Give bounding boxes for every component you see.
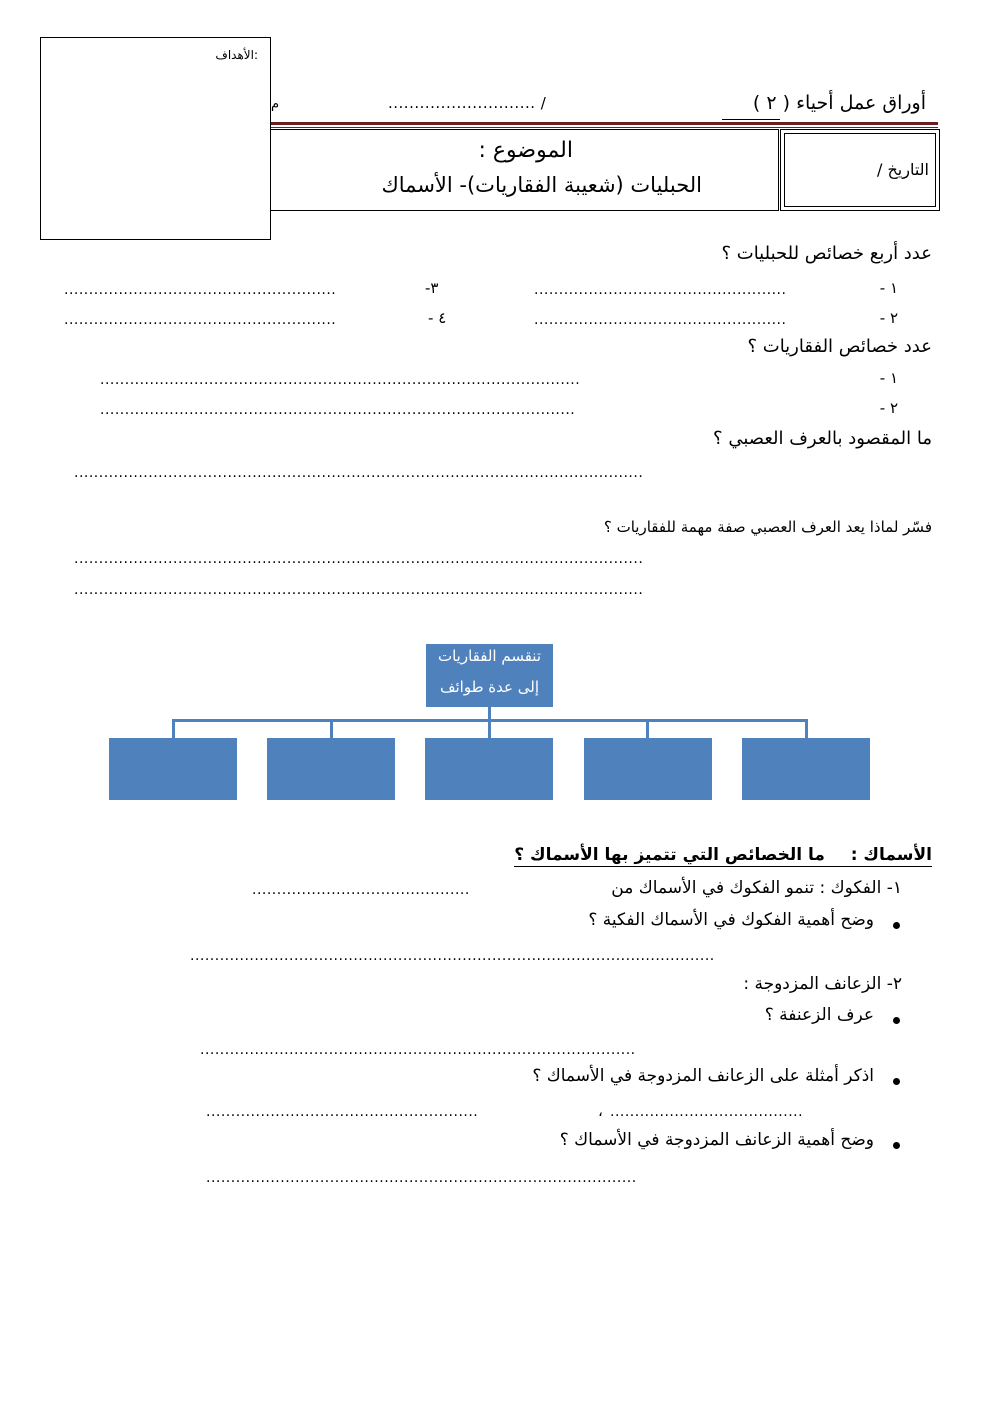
q4-answer-dots-2: ................................................................................................................... bbox=[74, 582, 644, 598]
chart-drop-line bbox=[488, 719, 491, 738]
bullet-icon bbox=[893, 1078, 900, 1085]
q3-question: ما المقصود بالعرف العصبي ؟ bbox=[713, 428, 932, 449]
bullet-icon bbox=[893, 1017, 900, 1024]
chart-class-box[interactable] bbox=[109, 738, 237, 800]
q4-answer-dots-1: ................................................................................................................... bbox=[74, 551, 644, 567]
header-table bbox=[270, 129, 942, 211]
bullet-icon bbox=[893, 922, 900, 929]
q2-item-1-dots: ................................................................................................. bbox=[100, 372, 581, 388]
chart-drop-line bbox=[646, 719, 649, 738]
fish-fins-define-dots: ........................................................................................ bbox=[200, 1042, 636, 1058]
fish-fins-examples-dots-2: ....................................................... bbox=[206, 1104, 479, 1120]
chart-class-box[interactable] bbox=[742, 738, 870, 800]
q2-item-2-dots: ................................................................................................ bbox=[100, 402, 576, 418]
fish-jaws-dots: ............................................ bbox=[252, 882, 470, 898]
q2-question: عدد خصائص الفقاريات ؟ bbox=[747, 336, 932, 357]
topic-label: الموضوع : bbox=[478, 138, 573, 163]
q1-question: عدد أربع خصائص للحبليات ؟ bbox=[721, 243, 932, 264]
fish-fins-item: ٢- الزعانف المزدوجة : bbox=[743, 974, 902, 994]
name-initial: م bbox=[271, 97, 280, 112]
q1-item-4-dots: ....................................................... bbox=[64, 312, 337, 328]
topic-value: الحبليات (شعيبة الفقاريات)- الأسماك bbox=[381, 173, 702, 197]
fish-heading-question: ما الخصائص التي تتميز بها الأسماك ؟ bbox=[514, 845, 825, 865]
title-underline bbox=[722, 119, 780, 120]
chart-drop-line bbox=[330, 719, 333, 738]
header-rule-thin bbox=[270, 127, 938, 128]
header-rule-thick bbox=[270, 122, 938, 125]
fish-heading-label: الأسماك : bbox=[850, 845, 932, 865]
q2-item-2-num: ٢ - bbox=[879, 399, 898, 417]
date-cell bbox=[780, 129, 940, 211]
fish-fins-importance: وضح أهمية الزعانف المزدوجة في الأسماك ؟ bbox=[559, 1130, 874, 1150]
q1-item-3-dots: ....................................................... bbox=[64, 282, 337, 298]
chart-root-box bbox=[426, 644, 553, 707]
worksheet-title: أوراق عمل أحياء ( ٢ ) bbox=[752, 92, 926, 114]
chart-class-box[interactable] bbox=[425, 738, 553, 800]
fish-fins-importance-dots: ....................................................................................... bbox=[206, 1170, 637, 1186]
fish-jaws-bullet: وضح أهمية الفكوك في الأسماك الفكية ؟ bbox=[588, 910, 874, 930]
q1-item-3-num: ٣- bbox=[425, 279, 439, 297]
topic-cell bbox=[270, 129, 779, 211]
goals-box bbox=[40, 37, 271, 240]
fish-fins-examples-dots-1: ....................................... bbox=[610, 1104, 804, 1120]
fish-jaws-answer-dots: .......................................................................................................... bbox=[190, 948, 715, 964]
chart-root-line-2: إلى عدة طوائف bbox=[439, 678, 540, 696]
bullet-icon bbox=[893, 1142, 900, 1149]
goals-label: الأهداف: bbox=[215, 48, 258, 62]
q1-item-2-dots: ................................................... bbox=[534, 312, 787, 328]
name-dots: ............................ / bbox=[388, 94, 547, 112]
q4-question: فسّر لماذا يعد العرف العصبي صفة مهمة للفقاريات ؟ bbox=[603, 518, 932, 536]
chart-root-line-1: تنقسم الفقاريات bbox=[437, 647, 541, 665]
fish-jaws-item: ١- الفكوك : تنمو الفكوك في الأسماك من bbox=[611, 878, 902, 898]
q2-item-1-num: ١ - bbox=[879, 369, 898, 387]
fish-fins-examples: اذكر أمثلة على الزعانف المزدوجة في الأسماك ؟ bbox=[532, 1066, 874, 1086]
date-label: التاريخ / bbox=[876, 160, 929, 179]
q3-answer-dots: ................................................................................................................... bbox=[74, 465, 644, 481]
chart-drop-line bbox=[805, 719, 808, 738]
chart-drop-line bbox=[172, 719, 175, 738]
q1-item-1-dots: ................................................... bbox=[534, 282, 787, 298]
fish-heading bbox=[514, 845, 932, 867]
fish-fins-define: عرف الزعنفة ؟ bbox=[764, 1005, 874, 1025]
q1-item-1-num: ١ - bbox=[879, 279, 898, 297]
chart-class-box[interactable] bbox=[584, 738, 712, 800]
q1-item-4-num: ٤ - bbox=[428, 309, 447, 327]
chart-class-box[interactable] bbox=[267, 738, 395, 800]
fish-fins-examples-sep: ، bbox=[598, 1102, 603, 1120]
q1-item-2-num: ٢ - bbox=[879, 309, 898, 327]
